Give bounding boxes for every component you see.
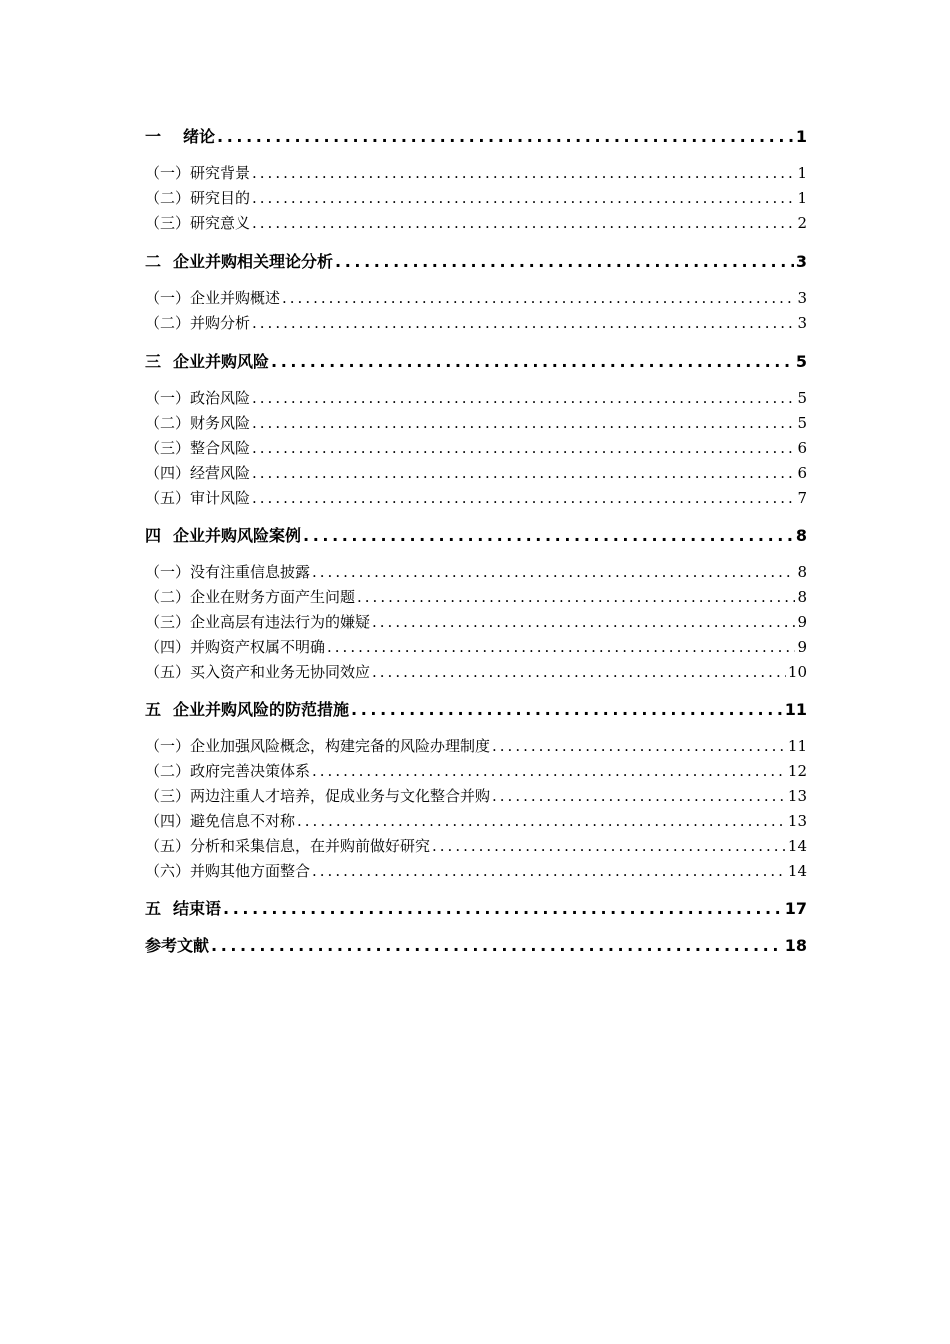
toc-entry-text: （四）并购资产权属不明确 [145,638,326,656]
toc-page-number: 8 [797,588,807,606]
toc-page-number: 11 [787,737,807,755]
toc-entry-text: （二）研究目的 [145,189,251,207]
toc-page-number: 1 [797,164,807,182]
toc-entry-text: 企业并购风险案例 [173,526,302,545]
toc-entry-text: （一）政治风险 [145,389,251,407]
toc-page-number: 8 [795,526,807,545]
toc-entry-text: （二）财务风险 [145,414,251,432]
toc-entry-title [145,835,430,857]
toc-dot-leader [252,312,795,334]
toc-entry-title [145,126,215,148]
toc-entry-text: 企业并购相关理论分析 [173,252,334,271]
toc-entry-title [145,162,250,184]
toc-dot-leader [252,412,795,434]
toc-dot-leader [211,935,783,957]
toc-entry-text: （三）企业高层有违法行为的嫌疑 [145,613,371,631]
toc-entry-title [145,412,250,434]
toc-entry-text: （三）整合风险 [145,439,251,457]
toc-dot-leader [492,735,786,757]
toc-page-number: 5 [795,352,807,371]
toc-page-number: 2 [797,214,807,232]
toc-entry-title [145,437,250,459]
toc-chapter-number: 四 [145,526,162,545]
toc-entry-text: 企业并购风险的防范措施 [173,700,350,719]
toc-section-entry[interactable] [145,487,807,509]
toc-entry-text: （四）避免信息不对称 [145,812,296,830]
toc-entry-text: （五）分析和采集信息，在并购前做好研究 [145,837,431,855]
toc-page-number: 10 [787,663,807,681]
toc-entry-title [145,699,349,721]
toc-entry-title [145,935,209,957]
toc-page-number: 9 [797,638,807,656]
toc-entry-text: （一）企业加强风险概念，构建完备的风险办理制度 [145,737,491,755]
toc-section-entry[interactable] [145,561,807,583]
toc-section-entry[interactable] [145,162,807,184]
toc-section-entry[interactable] [145,785,807,807]
toc-page-number: 3 [797,289,807,307]
toc-chapter-entry[interactable] [145,126,807,148]
toc-entry-text: 结束语 [173,899,222,918]
toc-page-number: 3 [797,314,807,332]
toc-section-entry[interactable] [145,412,807,434]
toc-section-entry[interactable] [145,462,807,484]
toc-page-number: 6 [797,439,807,457]
toc-entry-title [145,251,333,273]
toc-page-number: 14 [787,837,807,855]
toc-section-entry[interactable] [145,611,807,633]
toc-section-entry[interactable] [145,187,807,209]
toc-page-number: 8 [797,563,807,581]
toc-entry-title [145,810,295,832]
toc-section-entry[interactable] [145,387,807,409]
toc-chapter-number: 一 [145,127,162,146]
toc-page-number: 9 [797,613,807,631]
toc-entry-title [145,561,310,583]
toc-page-number: 11 [784,700,807,719]
toc-entry-title [145,636,325,658]
toc-entry-title [145,898,221,920]
toc-entry-title [145,187,250,209]
toc-dot-leader [252,437,795,459]
toc-page-number: 1 [795,127,807,146]
toc-chapter-entry[interactable] [145,898,807,920]
toc-entry-title [145,462,250,484]
toc-entry-title [145,387,250,409]
toc-dot-leader [217,126,794,148]
toc-page-number: 5 [797,389,807,407]
toc-section-entry[interactable] [145,760,807,782]
toc-entry-text: （一）企业并购概述 [145,289,281,307]
toc-page-number: 7 [797,489,807,507]
toc-page-number: 5 [797,414,807,432]
toc-dot-leader [282,287,795,309]
toc-entry-title [145,351,269,373]
toc-chapter-number: 二 [145,252,162,271]
toc-dot-leader [297,810,786,832]
toc-dot-leader [327,636,795,658]
toc-entry-title [145,525,301,547]
toc-dot-leader [252,387,795,409]
toc-dot-leader [432,835,786,857]
toc-page-number: 18 [784,936,807,955]
toc-dot-leader [223,898,783,920]
toc-entry-text: （三）两边注重人才培养，促成业务与文化整合并购 [145,787,491,805]
toc-entry-text: 参考文献 [145,936,210,955]
toc-page-number: 14 [787,862,807,880]
toc-entry-text: （五）买入资产和业务无协同效应 [145,663,371,681]
toc-chapter-entry[interactable] [145,525,807,547]
toc-page-number: 3 [795,252,807,271]
toc-dot-leader [372,611,795,633]
toc-section-entry[interactable] [145,312,807,334]
toc-entry-title [145,312,250,334]
toc-entry-text: （三）研究意义 [145,214,251,232]
toc-entry-text: （二）并购分析 [145,314,251,332]
toc-chapter-number: 三 [145,352,162,371]
toc-dot-leader [357,586,795,608]
toc-entry-text: （六）并购其他方面整合 [145,862,311,880]
toc-dot-leader [492,785,786,807]
toc-page-number: 12 [787,762,807,780]
toc-dot-leader [372,661,786,683]
toc-entry-text: （五）审计风险 [145,489,251,507]
toc-entry-title [145,860,310,882]
toc-dot-leader [312,561,795,583]
toc-entry-title [145,212,250,234]
toc-entry-title [145,785,490,807]
toc-entry-text: （一）研究背景 [145,164,251,182]
toc-dot-leader [252,487,795,509]
toc-entry-title [145,661,370,683]
toc-section-entry[interactable] [145,810,807,832]
toc-page-number: 1 [797,189,807,207]
toc-entry-title [145,760,310,782]
toc-page-number: 6 [797,464,807,482]
toc-section-entry[interactable] [145,212,807,234]
toc-entry-text: （四）经营风险 [145,464,251,482]
toc-dot-leader [303,525,794,547]
toc-section-entry[interactable] [145,735,807,757]
toc-chapter-entry[interactable] [145,935,807,957]
toc-chapter-entry[interactable] [145,699,807,721]
toc-section-entry[interactable] [145,287,807,309]
toc-entry-text: （二）企业在财务方面产生问题 [145,588,356,606]
toc-entry-text: （一）没有注重信息披露 [145,563,311,581]
toc-dot-leader [271,351,794,373]
toc-entry-title [145,487,250,509]
toc-section-entry[interactable] [145,437,807,459]
toc-entry-title [145,586,355,608]
toc-entry-title [145,287,280,309]
toc-section-entry[interactable] [145,661,807,683]
toc-entry-text: 绪论 [183,127,216,146]
toc-page-number: 13 [787,812,807,830]
toc-dot-leader [351,699,783,721]
toc-entry-text: （二）政府完善决策体系 [145,762,311,780]
toc-dot-leader [252,462,795,484]
toc-dot-leader [312,860,786,882]
toc-chapter-number: 五 [145,899,162,918]
toc-section-entry[interactable] [145,636,807,658]
toc-dot-leader [252,162,795,184]
toc-entry-title [145,611,370,633]
toc-dot-leader [252,212,795,234]
toc-chapter-number: 五 [145,700,162,719]
toc-chapter-entry[interactable] [145,351,807,373]
toc-chapter-entry[interactable] [145,251,807,273]
toc-dot-leader [335,251,794,273]
toc-section-entry[interactable] [145,860,807,882]
toc-dot-leader [312,760,786,782]
toc-entry-title [145,735,490,757]
toc-section-entry[interactable] [145,586,807,608]
toc-dot-leader [252,187,795,209]
toc-section-entry[interactable] [145,835,807,857]
toc-page-number: 13 [787,787,807,805]
toc-page-number: 17 [784,899,807,918]
toc-entry-text: 企业并购风险 [173,352,270,371]
